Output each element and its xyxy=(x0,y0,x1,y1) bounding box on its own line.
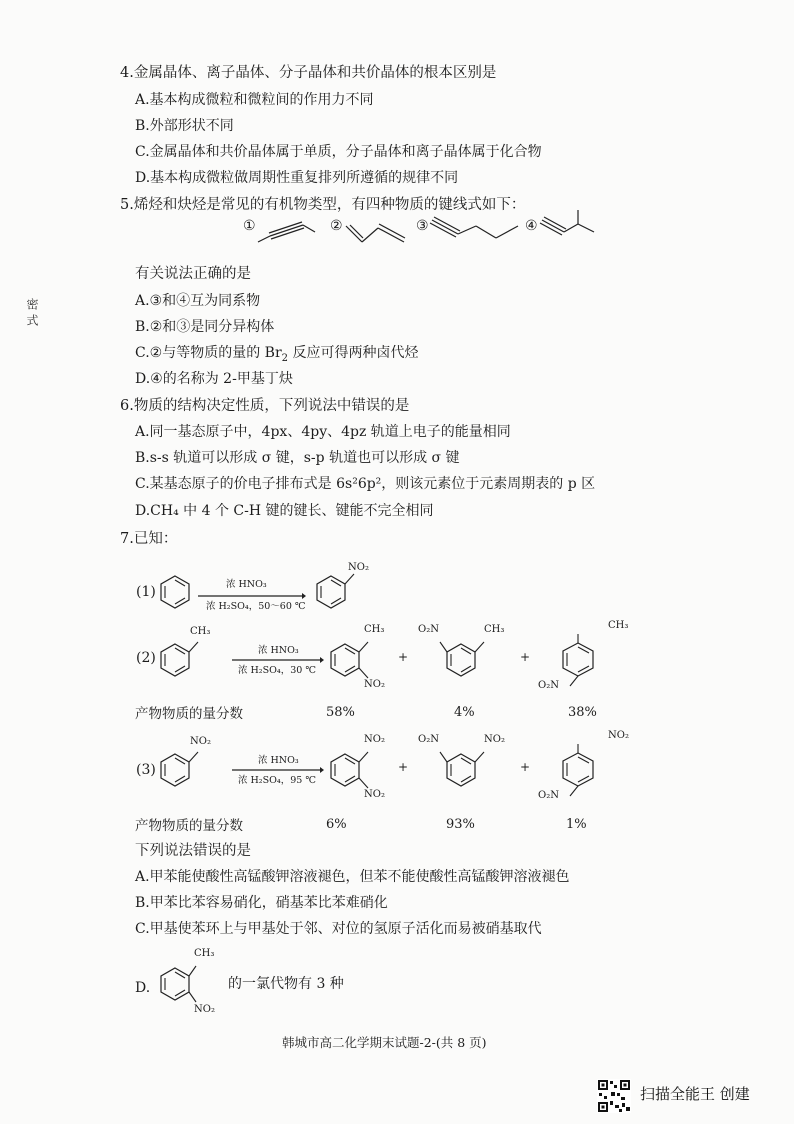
scanner-watermark: 扫描全能王 创建 xyxy=(640,1085,750,1103)
p-nitrotoluene-ring xyxy=(560,634,596,688)
nitro-group-label-left: O₂N xyxy=(538,790,559,801)
q7-option-c: C.甲基使苯环上与甲基处于邻、对位的氢原子活化而易被硝基取代 xyxy=(135,921,542,937)
plus-sign: + xyxy=(520,760,531,774)
q5-option-d: D.④的名称为 2-甲基丁炔 xyxy=(135,371,293,387)
q7-option-b: B.甲苯比苯容易硝化，硝基苯比苯难硝化 xyxy=(135,895,388,911)
r2-pct-ortho: 58% xyxy=(326,705,355,720)
q6-option-a: A.同一基态原子中，4px、4py、4pz 轨道上电子的能量相同 xyxy=(135,424,511,440)
reaction-1-reagent-top: 浓 HNO₃ xyxy=(226,579,267,590)
nitro-group-label: NO₂ xyxy=(190,736,211,747)
methyl-label: CH₃ xyxy=(484,624,505,635)
q5-label-4: ④ xyxy=(525,218,538,234)
r3-pct-para: 1% xyxy=(566,817,587,832)
reaction-2-reagent-bottom: 浓 H₂SO₄，30 ℃ xyxy=(238,665,316,676)
toluene-ring xyxy=(160,640,190,680)
product-fraction-label-3: 产物物质的量分数 xyxy=(135,818,243,834)
reaction-3-reagent-bottom: 浓 H₂SO₄，95 ℃ xyxy=(238,775,316,786)
q6-stem: 6.物质的结构决定性质，下列说法中错误的是 xyxy=(120,398,410,414)
structure-butadiene xyxy=(346,220,408,246)
q5-stem: 5.烯烃和炔烃是常见的有机物类型，有四种物质的键线式如下： xyxy=(120,197,526,213)
nitro-group-label-left: O₂N xyxy=(538,680,559,691)
structure-pentyne xyxy=(432,216,524,242)
benzene-ring xyxy=(160,572,190,612)
r2-pct-para: 38% xyxy=(568,705,597,720)
q4-option-b: B.外部形状不同 xyxy=(135,118,234,134)
q4-option-a: A.基本构成微粒和微粒间的作用力不同 xyxy=(135,92,374,108)
q6-option-d: D.CH₄ 中 4 个 C-H 键的键长、键能不完全相同 xyxy=(135,503,434,519)
q5-option-b: B.②和③是同分异构体 xyxy=(135,319,275,335)
q7-option-a: A.甲苯能使酸性高锰酸钾溶液褪色，但苯不能使酸性高锰酸钾溶液褪色 xyxy=(135,869,570,885)
methyl-label: CH₃ xyxy=(608,620,629,631)
plus-sign: + xyxy=(398,650,409,664)
structure-2-butyne xyxy=(258,220,318,244)
binding-margin-text: 密 式 xyxy=(25,298,39,326)
product-fraction-label-2: 产物物质的量分数 xyxy=(135,706,243,722)
q4-option-d: D.基本构成微粒做周期性重复排列所遵循的规律不同 xyxy=(135,170,459,186)
reaction-2-reagent-top: 浓 HNO₃ xyxy=(258,645,299,656)
q7-lead: 下列说法错误的是 xyxy=(135,843,251,859)
methyl-label: CH₃ xyxy=(194,948,215,959)
m-nitrotoluene-ring xyxy=(446,640,476,680)
nitro-group-label: NO₂ xyxy=(364,734,385,745)
r3-pct-meta: 93% xyxy=(446,817,475,832)
structure-methylbutyne xyxy=(542,214,602,254)
r2-pct-meta: 4% xyxy=(454,705,475,720)
q4-option-c: C.金属晶体和共价晶体属于单质，分子晶体和离子晶体属于化合物 xyxy=(135,144,542,160)
reaction-1-reagent-bottom: 浓 H₂SO₄，50～60 ℃ xyxy=(206,601,306,612)
nitro-group-label: NO₂ xyxy=(194,1004,215,1015)
reaction-1-number: (1) xyxy=(136,584,156,600)
o-dinitrobenzene-ring xyxy=(330,750,360,790)
q5-option-c: C.②与等物质的量的 $Br_2$ 反应可得两种卤代烃 xyxy=(135,345,419,364)
q5-label-1: ① xyxy=(243,218,256,234)
q5-label-3: ③ xyxy=(416,218,429,234)
q6-option-c: C.某基态原子的价电子排布式是 6s²6p²，则该元素位于元素周期表的 p 区 xyxy=(135,476,596,492)
q7-option-d-text: 的一氯代物有 3 种 xyxy=(228,976,344,992)
nitrobenzene-ring xyxy=(316,572,346,612)
nitro-group-label-left: O₂N xyxy=(418,734,439,745)
nitro-group-label: NO₂ xyxy=(608,730,629,741)
r3-pct-ortho: 6% xyxy=(326,817,347,832)
methyl-label: CH₃ xyxy=(190,626,211,637)
nitro-group-label: NO₂ xyxy=(364,679,385,690)
nitro-group-label: NO₂ xyxy=(348,562,369,573)
reaction-3-reagent-top: 浓 HNO₃ xyxy=(258,755,299,766)
q4-stem: 4.金属晶体、离子晶体、分子晶体和共价晶体的根本区别是 xyxy=(120,65,497,81)
reaction-3-number: (3) xyxy=(136,762,156,778)
q5-label-2: ② xyxy=(330,218,343,234)
nitrobenzene-reactant-ring xyxy=(160,750,190,790)
plus-sign: + xyxy=(520,650,531,664)
p-dinitrobenzene-ring xyxy=(560,744,596,798)
page-footer: 韩城市高二化学期末试题-2-(共 8 页) xyxy=(282,1035,487,1050)
q5-lead: 有关说法正确的是 xyxy=(135,266,251,282)
o-nitrotoluene-option-d xyxy=(160,962,194,1006)
reaction-2-number: (2) xyxy=(136,650,156,666)
q5-option-a: A.③和④互为同系物 xyxy=(135,293,261,309)
q7-stem: 7.已知： xyxy=(120,531,178,547)
plus-sign: + xyxy=(398,760,409,774)
q6-option-b: B.s-s 轨道可以形成 σ 键，s-p 轨道也可以形成 σ 键 xyxy=(135,450,460,466)
qr-code-icon xyxy=(597,1079,631,1113)
methyl-label: CH₃ xyxy=(364,624,385,635)
o-nitrotoluene-ring xyxy=(330,640,360,680)
m-dinitrobenzene-ring xyxy=(446,750,476,790)
nitro-group-label: NO₂ xyxy=(364,789,385,800)
nitro-group-label: NO₂ xyxy=(484,734,505,745)
q7-option-d-label: D. xyxy=(135,980,151,996)
nitro-group-label-left: O₂N xyxy=(418,624,439,635)
